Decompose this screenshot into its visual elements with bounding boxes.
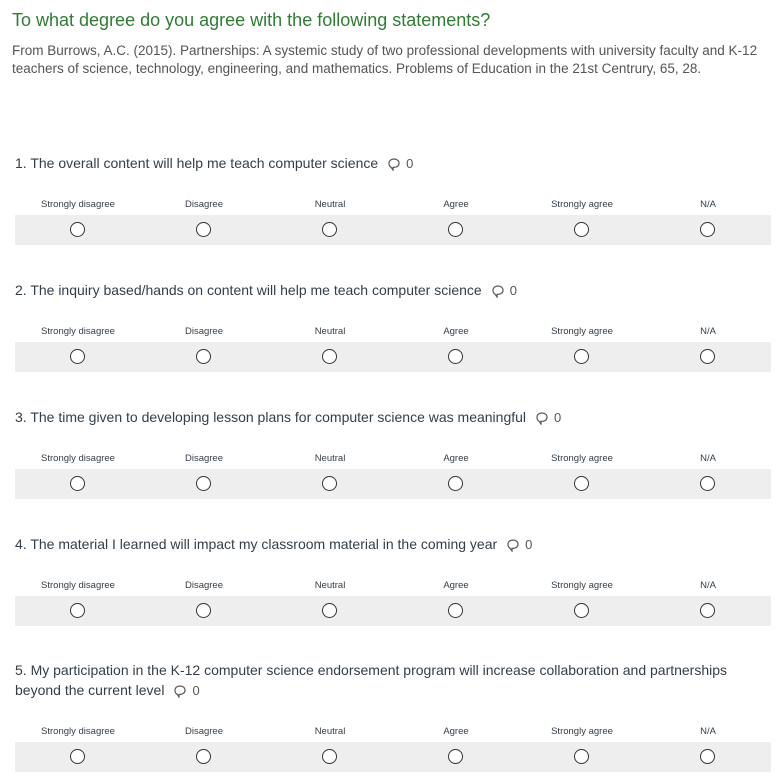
source-citation: From Burrows, A.C. (2015). Partnerships: A systemic study of two professional developments with university faculty and K-12 teachers of science, technology, engineering, and mathematics. Problems of Education in the 21st Centrury, 65, 28. [12, 43, 758, 76]
radio-empty-icon[interactable] [322, 603, 337, 618]
radio-empty-icon[interactable] [196, 222, 211, 237]
scale-label: Strongly disagree [41, 726, 115, 737]
comment-button[interactable] [536, 408, 561, 428]
comment-bubble-icon [536, 412, 548, 425]
radio-empty-icon[interactable] [322, 222, 337, 237]
scale-label: Neutral [314, 726, 346, 737]
radio-empty-icon[interactable] [196, 349, 211, 364]
scale-label: N/A [700, 326, 716, 337]
scale-label: Agree [443, 453, 469, 464]
scale-label: Strongly agree [551, 453, 613, 464]
scale-label: Agree [443, 199, 469, 210]
question-label: 5. My participation in the K-12 computer science endorsement program will increase collaboration and partnerships beyond the current level [15, 662, 728, 698]
radio-row [15, 742, 771, 772]
radio-row [15, 596, 771, 626]
scale-label: Agree [443, 326, 469, 337]
radio-empty-icon[interactable] [322, 749, 337, 764]
radio-empty-icon[interactable] [322, 476, 337, 491]
radio-empty-icon[interactable] [448, 749, 463, 764]
scale-label: Strongly disagree [41, 453, 115, 464]
scale-label: N/A [700, 580, 716, 591]
radio-empty-icon[interactable] [700, 603, 715, 618]
radio-empty-icon[interactable] [574, 749, 589, 764]
radio-empty-icon[interactable] [70, 749, 85, 764]
radio-empty-icon[interactable] [448, 349, 463, 364]
radio-empty-icon[interactable] [70, 603, 85, 618]
question-label: 1. The overall content will help me teach computer science [15, 155, 379, 171]
scale-label: Strongly agree [551, 580, 613, 591]
radio-empty-icon[interactable] [574, 603, 589, 618]
question-text [15, 407, 755, 428]
radio-row [15, 342, 771, 372]
radio-empty-icon[interactable] [700, 222, 715, 237]
radio-empty-icon[interactable] [700, 749, 715, 764]
radio-empty-icon[interactable] [70, 222, 85, 237]
scale-label: Disagree [184, 453, 224, 464]
question-text [15, 153, 755, 174]
scale-label: Strongly agree [551, 326, 613, 337]
radio-row [15, 215, 771, 245]
radio-empty-icon[interactable] [448, 476, 463, 491]
scale-label: Agree [443, 726, 469, 737]
radio-empty-icon[interactable] [574, 349, 589, 364]
comment-count: 0 [406, 156, 414, 172]
comment-bubble-icon [174, 685, 186, 698]
radio-empty-icon[interactable] [322, 349, 337, 364]
scale-labels [15, 580, 771, 596]
comment-bubble-icon [507, 539, 519, 552]
comment-count: 0 [509, 283, 517, 299]
scale-label: N/A [700, 726, 716, 737]
page-title: To what degree do you agree with the following statements? [12, 10, 491, 30]
comment-count: 0 [192, 683, 200, 699]
scale-label: Neutral [314, 199, 346, 210]
scale-label: N/A [700, 199, 716, 210]
scale-label: Strongly disagree [41, 326, 115, 337]
scale-label: Disagree [184, 326, 224, 337]
scale-label: Strongly disagree [41, 580, 115, 591]
question-text [15, 280, 755, 301]
radio-row [15, 469, 771, 499]
scale-label: Neutral [314, 580, 346, 591]
scale-label: Strongly agree [551, 726, 613, 737]
comment-button[interactable] [492, 281, 517, 301]
scale-label: Strongly disagree [41, 199, 115, 210]
scale-label: Disagree [184, 199, 224, 210]
question-text [15, 534, 755, 555]
comment-button[interactable] [174, 681, 199, 701]
radio-empty-icon[interactable] [196, 603, 211, 618]
radio-empty-icon[interactable] [70, 476, 85, 491]
radio-empty-icon[interactable] [574, 222, 589, 237]
scale-label: Neutral [314, 326, 346, 337]
scale-label: Neutral [314, 453, 346, 464]
scale-labels [15, 453, 771, 469]
question-label: 3. The time given to developing lesson plans for computer science was meaningful [15, 409, 527, 425]
scale-label: Agree [443, 580, 469, 591]
comment-bubble-icon [492, 285, 504, 298]
question-label: 4. The material I learned will impact my classroom material in the coming year [15, 536, 498, 552]
scale-label: N/A [700, 453, 716, 464]
comment-button[interactable] [507, 535, 532, 555]
radio-empty-icon[interactable] [196, 476, 211, 491]
radio-empty-icon[interactable] [700, 476, 715, 491]
scale-label: Strongly agree [551, 199, 613, 210]
scale-labels [15, 199, 771, 215]
radio-empty-icon[interactable] [574, 476, 589, 491]
radio-empty-icon[interactable] [448, 603, 463, 618]
radio-empty-icon[interactable] [448, 222, 463, 237]
comment-button[interactable] [388, 154, 413, 174]
question-label: 2. The inquiry based/hands on content will help me teach computer science [15, 282, 482, 298]
scale-label: Disagree [184, 726, 224, 737]
scale-label: Disagree [184, 580, 224, 591]
radio-empty-icon[interactable] [196, 749, 211, 764]
radio-empty-icon[interactable] [700, 349, 715, 364]
comment-count: 0 [554, 410, 562, 426]
comment-bubble-icon [388, 158, 400, 171]
scale-labels [15, 326, 771, 342]
scale-labels [15, 726, 771, 742]
radio-empty-icon[interactable] [70, 349, 85, 364]
comment-count: 0 [525, 537, 533, 553]
question-text [15, 660, 755, 701]
